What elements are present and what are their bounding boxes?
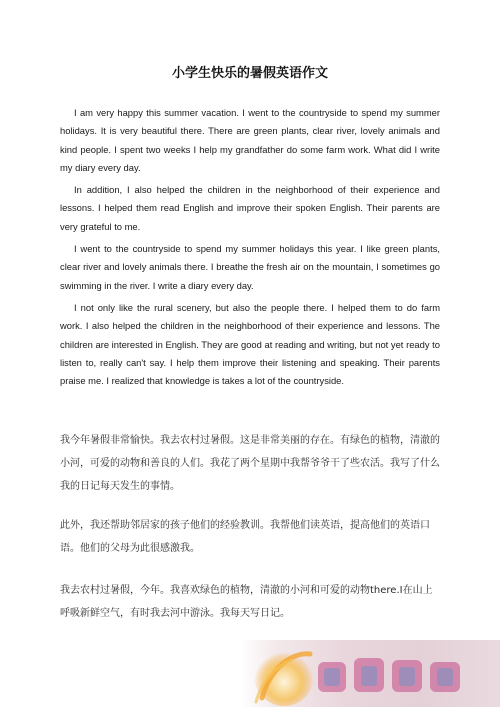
document-title: 小学生快乐的暑假英语作文 xyxy=(171,66,328,81)
english-paragraph-4: I not only like the rural scenery, but also the people there. I helped them to do farm work. I also helped the children in the neighborhood of their experience and lessons. The children are interested in English. They are good at reading and writing, but not yet ready to listen to, really can't say. I help them improve their listening and speaking. Their parents praise me. I realized that knowledge is takes a lot of the countryside. xyxy=(60,302,440,387)
watermark-logo-icon xyxy=(240,640,500,707)
watermark-banner xyxy=(240,640,500,707)
chinese-paragraph-1: 我今年暑假非常愉快。我去农村过暑假。这是非常美丽的存在。有绿色的植物，清澈的小河，可爱的动物和善良的人们。我花了两个星期中我帮爷爷干了些农活。我写了什么我的日记每天发生的事情。 xyxy=(60,435,440,492)
english-paragraph-1: I am very happy this summer vacation. I went to the countryside to spend my summer holidays. It is very beautiful there. There are green plants, clear river, lovely animals and kind people. I spent two weeks I help my grandfather do some farm work. What did I write my diary every day. xyxy=(60,107,440,173)
chinese-paragraph-2: 此外，我还帮助邻居家的孩子他们的经验教训。我帮他们读英语，提高他们的英语口语。他们的父母为此很感激我。 xyxy=(60,520,430,554)
chinese-paragraph-3: 我去农村过暑假，今年。我喜欢绿色的植物，清澈的小河和可爱的动物there.I在山上呼吸新鲜空气，有时我去河中游泳。我每天写日记。 xyxy=(60,585,433,619)
english-paragraph-3: I went to the countryside to spend my summer holidays this year. I like green plants, clear river and lovely animals there. I breathe the fresh air on the mountain, I sometimes go swimming in the river. I write a diary every day. xyxy=(60,243,440,291)
english-paragraph-2: In addition, I also helped the children in the neighborhood of their experience and lessons. I helped them read English and improve their spoken English. Their parents are very grateful to me. xyxy=(60,184,440,232)
